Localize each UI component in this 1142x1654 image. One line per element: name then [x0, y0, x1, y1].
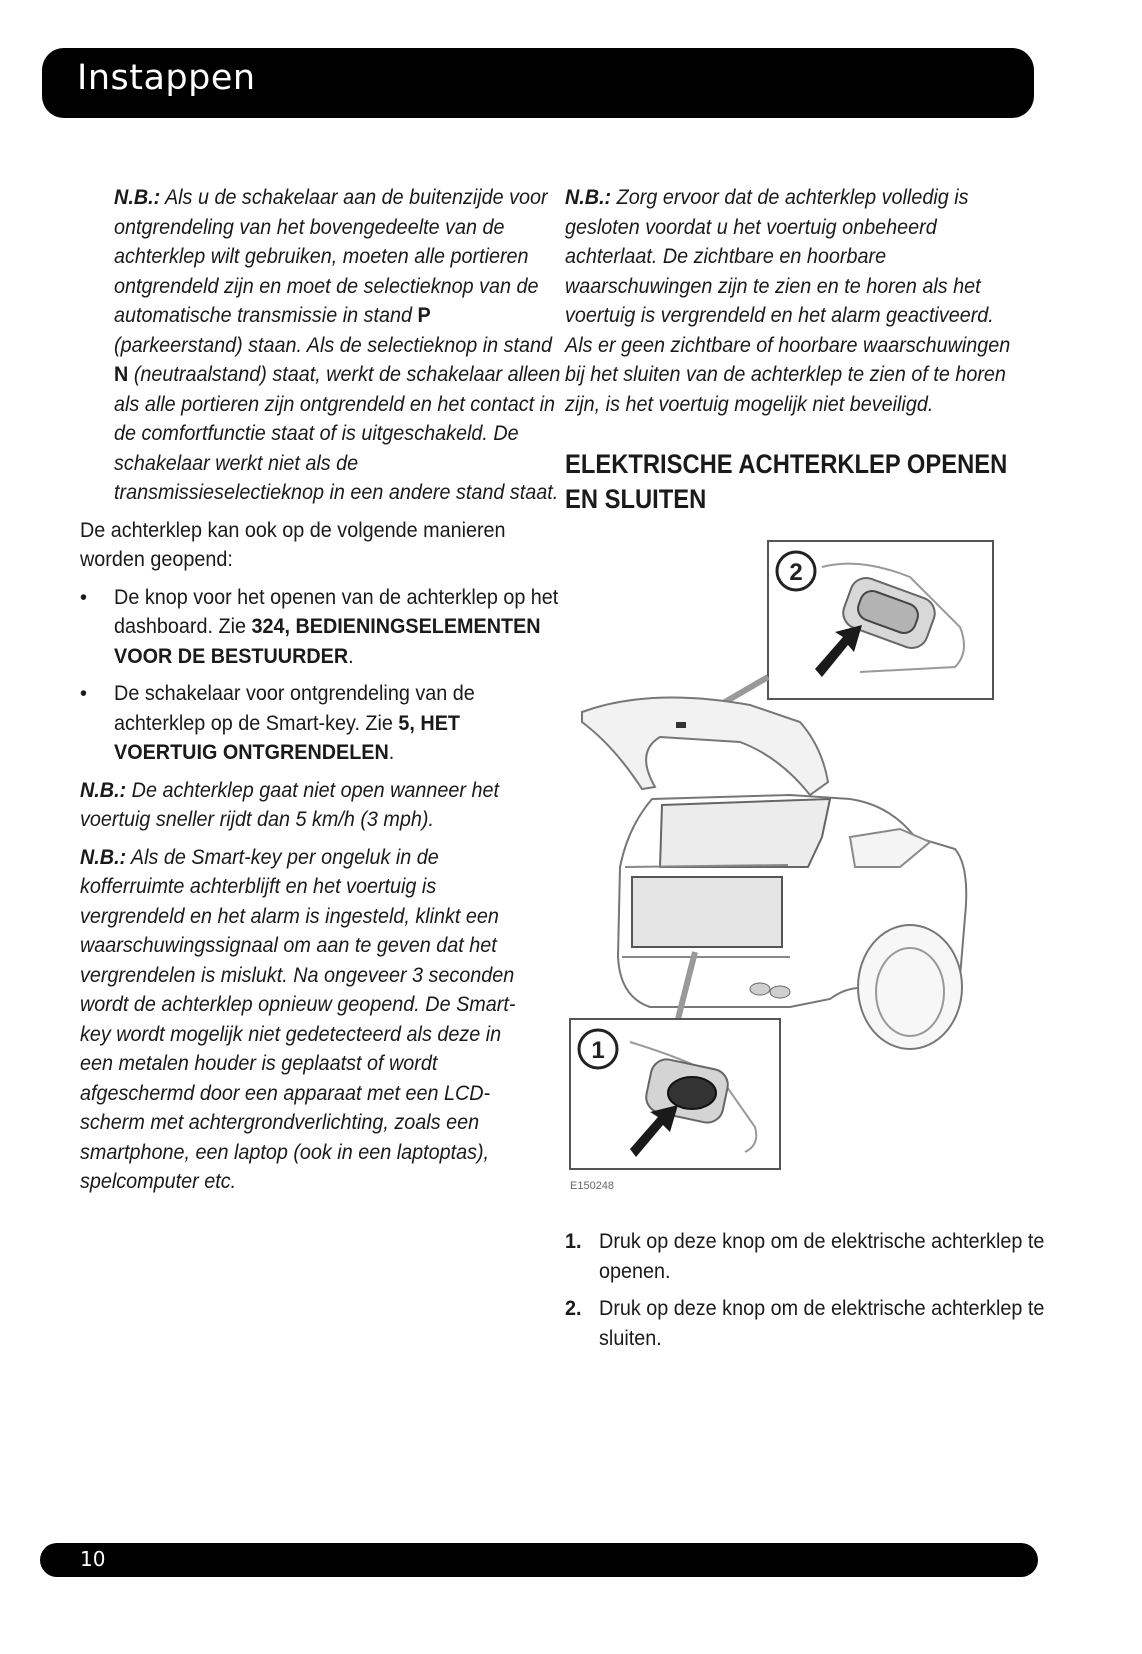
note-text: De achterklep gaat niet open wanneer het voertuig sneller rijdt dan 5 km/h (3 mph).	[80, 777, 499, 831]
note-text: Als u de schakelaar aan de buitenzijde voor ontgrendeling van het bovengedeelte van de achterklep wilt gebruiken, moeten alle portieren ontgrendeld zijn en moet de selectieknop van de automatische transmissie in stand	[114, 185, 548, 327]
image-code: E150248	[570, 1180, 615, 1192]
list-item	[565, 1294, 1053, 1353]
rear-wheel	[858, 925, 962, 1049]
open-tailgate	[582, 697, 828, 795]
callout-2: 2	[789, 559, 803, 586]
cross-reference-link[interactable]: 5, HET VOERTUIG ONTGRENDELEN	[114, 710, 460, 764]
gear-p: P	[417, 303, 431, 327]
gear-n: N	[114, 362, 129, 386]
open-switch-button	[668, 1077, 716, 1109]
list-text: Druk op deze knop om de elektrische achterklep te openen.	[599, 1229, 1045, 1283]
tailgate-lower-panel	[632, 877, 782, 947]
list-item	[565, 1227, 1053, 1286]
note-paragraph	[80, 183, 563, 508]
exhaust-pipe	[750, 983, 770, 995]
note-paragraph	[565, 183, 1019, 419]
tailgate-illustration	[560, 537, 1000, 1209]
tailgate-close-switch	[676, 722, 686, 728]
rear-window-area	[660, 799, 830, 867]
note-paragraph	[80, 843, 529, 1197]
note-paragraph	[80, 776, 529, 835]
note-label: N.B.:	[80, 777, 127, 802]
note-text: Als de Smart-key per ongeluk in de kofferruimte achterblijft en het voertuig is vergrendeld en het alarm is ingesteld, klinkt een waarschuwingssignaal om aan te geven dat het vergrendelen is mislukt. Na ongeveer 3 seconden wordt de achterklep opnieuw geopend. De Smart-key wordt mogelijk niet gedetecteerd als deze in een metalen houder is geplaatst of wordt afgeschermd door een apparaat met een LCD-scherm met achtergrondverlichting, zoals een smartphone, een laptop (ook in een laptoptas), spelcomputer etc.	[80, 844, 516, 1193]
note-text-2: (parkeerstand) staan. Als de selectieknop in stand	[114, 332, 553, 357]
bullet-symbol: •	[80, 584, 87, 609]
footer-bar	[40, 1543, 1038, 1577]
numbered-list	[565, 1227, 1045, 1353]
list-number: 1.	[565, 1229, 582, 1253]
callout-1: 1	[591, 1037, 605, 1064]
bullet-symbol: •	[80, 681, 87, 705]
cross-reference-link[interactable]: 324, BEDIENINGSELEMENTEN VOOR DE BESTUURDER	[114, 614, 541, 668]
note-label: N.B.:	[114, 185, 161, 209]
list-number: 2.	[565, 1296, 582, 1320]
page-number: 10	[80, 1547, 106, 1571]
right-column	[565, 183, 1045, 1361]
page-title: Instappen	[77, 58, 256, 98]
note-text: Zorg ervoor dat de achterklep volledig is gesloten voordat u het voertuig onbeheerd achterlaat. De zichtbare en hoorbare waarschuwingen zijn te zien en te horen als het voertuig is vergrendeld en het alarm geactiveerd. Als er geen zichtbare of hoorbare waarschuwingen bij het sluiten van de achterklep te zien of te horen zijn, is het voertuig mogelijk niet beveiligd.	[565, 185, 1011, 416]
bullet-text: De schakelaar voor ontgrendeling van de achterklep op de Smart-key. Zie	[114, 681, 475, 735]
note-text-3: (neutraalstand) staat, werkt de schakelaar alleen als alle portieren zijn ontgrendeld en het contact in de comfortfunctie staat of is uitgeschakeld. De schakelaar werkt niet als de transmissieselectieknop in een andere stand staat.	[114, 362, 561, 504]
bullet-item	[80, 679, 563, 768]
exhaust-pipe	[770, 986, 790, 998]
bullet-text: De knop voor het openen van de achterklep op het dashboard. Zie	[114, 584, 559, 638]
intro-paragraph: De achterklep kan ook op de volgende manieren worden geopend:	[80, 517, 506, 571]
bullet-end: .	[388, 740, 395, 764]
note-label: N.B.:	[80, 844, 127, 869]
bullet-end: .	[348, 643, 354, 668]
note-label: N.B.:	[565, 185, 612, 209]
bullet-item	[80, 583, 563, 672]
left-column	[80, 183, 561, 1205]
illustration-svg	[560, 537, 1000, 1209]
header-bar	[42, 48, 1034, 118]
list-text: Druk op deze knop om de elektrische achterklep te sluiten.	[599, 1296, 1045, 1350]
section-heading: ELEKTRISCHE ACHTERKLEP OPENEN EN SLUITEN	[565, 449, 1008, 514]
